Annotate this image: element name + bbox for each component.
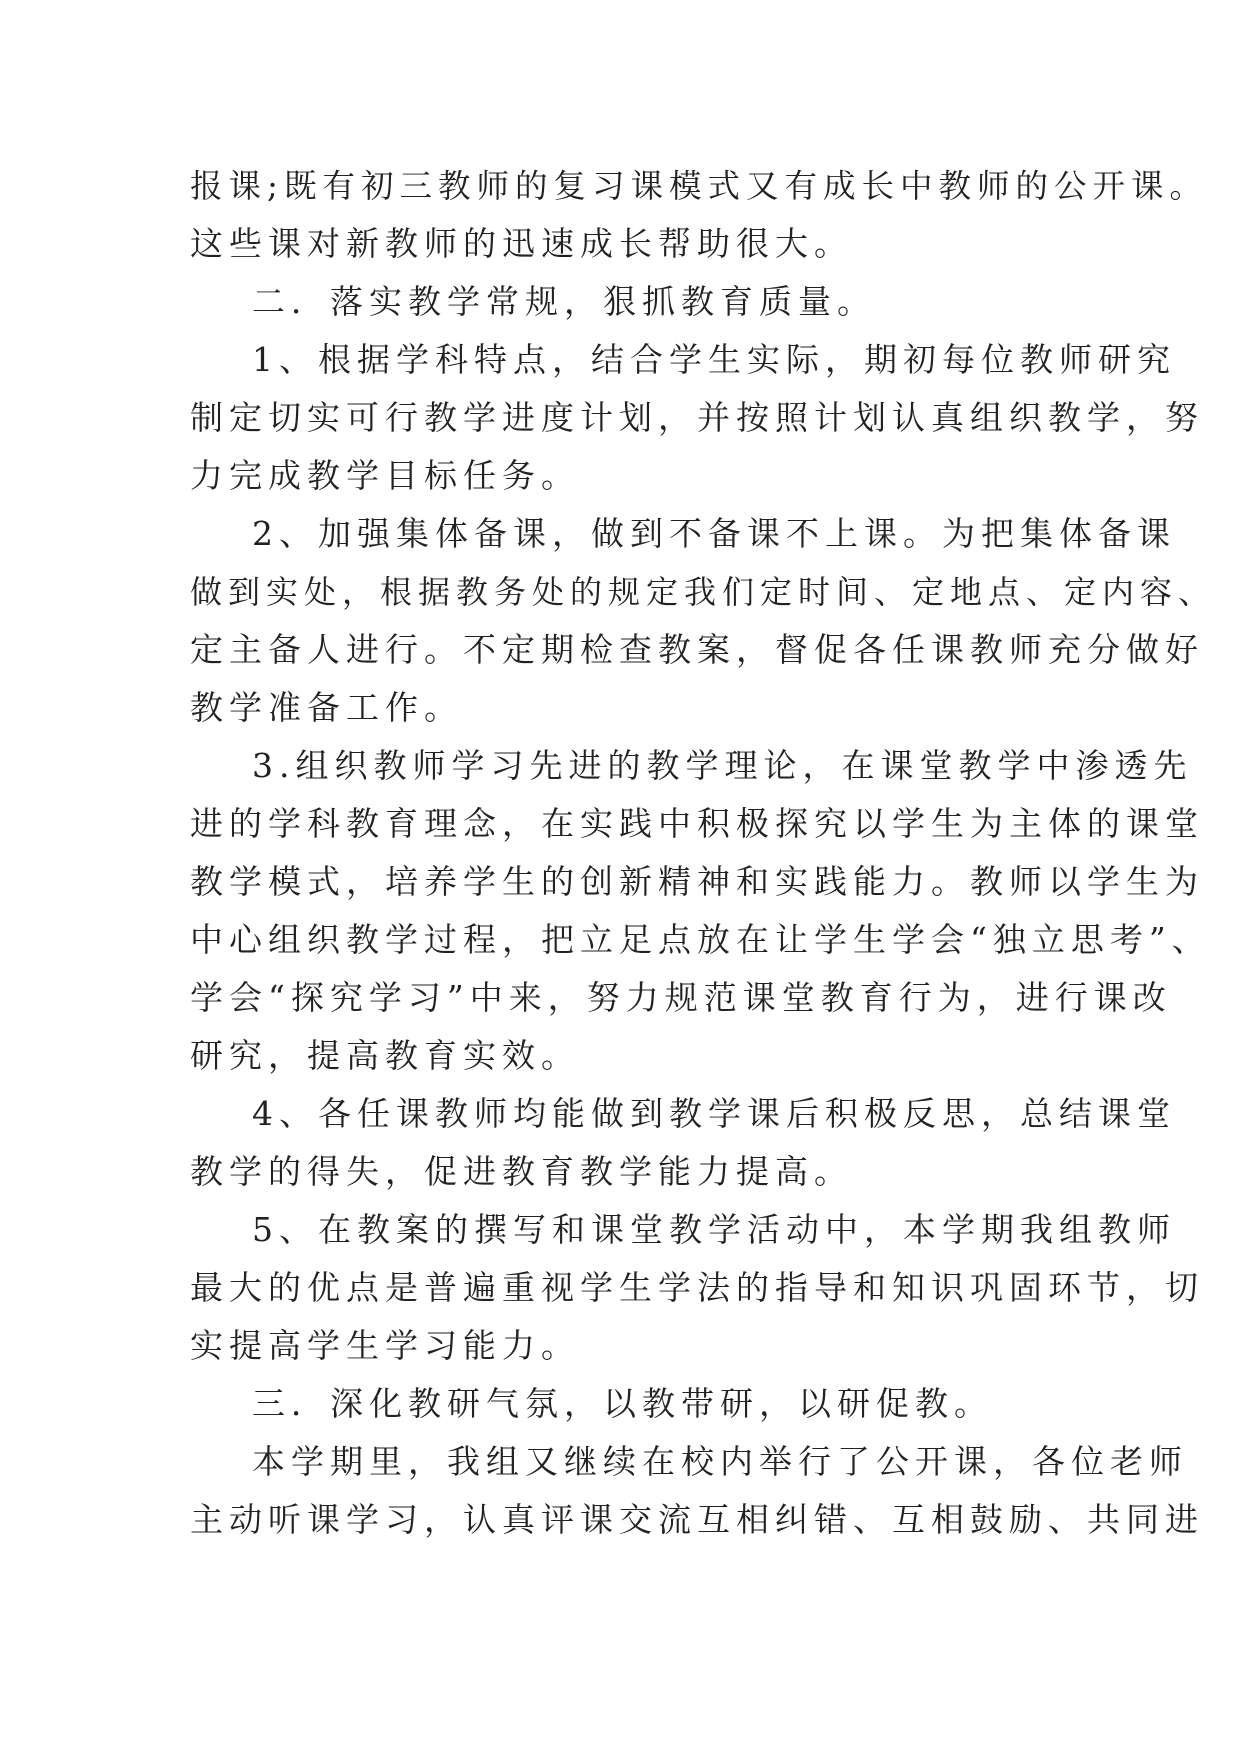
text-line: 这些课对新教师的迅速成长帮助很大。 <box>190 224 853 263</box>
text-line: 教学的得失，促进教育教学能力提高。 <box>190 1152 853 1191</box>
text-line: 制定切实可行教学进度计划，并按照计划认真组织教学，努 <box>190 398 1204 437</box>
text-line: 2、加强集体备课，做到不备课不上课。为把集体备课 <box>252 514 1176 553</box>
text-line: 教学准备工作。 <box>190 688 463 727</box>
section-heading: 三．深化教研气氛，以教带研，以研促教。 <box>252 1384 993 1423</box>
text-line: 定主备人进行。不定期检查教案，督促各任课教师充分做好 <box>190 630 1204 669</box>
text-line: 3.组织教师学习先进的教学理论，在课堂教学中渗透先 <box>252 746 1193 785</box>
text-line: 教学模式，培养学生的创新精神和实践能力。教师以学生为 <box>190 862 1204 901</box>
text-line: 5、在教案的撰写和课堂教学活动中，本学期我组教师 <box>252 1210 1176 1249</box>
text-line: 做到实处，根据教务处的规定我们定时间、定地点、定内容、 <box>190 573 1217 611</box>
text-line: 最大的优点是普遍重视学生学法的指导和知识巩固环节，切 <box>190 1268 1204 1307</box>
text-line: 主动听课学习，认真评课交流互相纠错、互相鼓励、共同进 <box>190 1500 1204 1539</box>
text-line: 学会“探究学习”中来，努力规范课堂教育行为，进行课改 <box>190 978 1172 1017</box>
text-line: 进的学科教育理念，在实践中积极探究以学生为主体的课堂 <box>190 804 1204 843</box>
text-line: 4、各任课教师均能做到教学课后积极反思，总结课堂 <box>252 1094 1176 1133</box>
text-line: 力完成教学目标任务。 <box>190 456 580 495</box>
text-line: 中心组织教学过程，把立足点放在让学生学会“独立思考”、 <box>190 920 1211 959</box>
text-line: 研究，提高教育实效。 <box>190 1036 580 1075</box>
text-line: 1、根据学科特点，结合学生实际，期初每位教师研究 <box>252 340 1176 379</box>
section-heading: 二．落实教学常规，狠抓教育质量。 <box>252 282 876 321</box>
text-line: 本学期里，我组又继续在校内举行了公开课，各位老师 <box>252 1442 1188 1481</box>
text-line: 报课;既有初三教师的复习课模式又有成长中教师的公开课。 <box>190 167 1208 205</box>
text-line: 实提高学生学习能力。 <box>190 1326 580 1365</box>
